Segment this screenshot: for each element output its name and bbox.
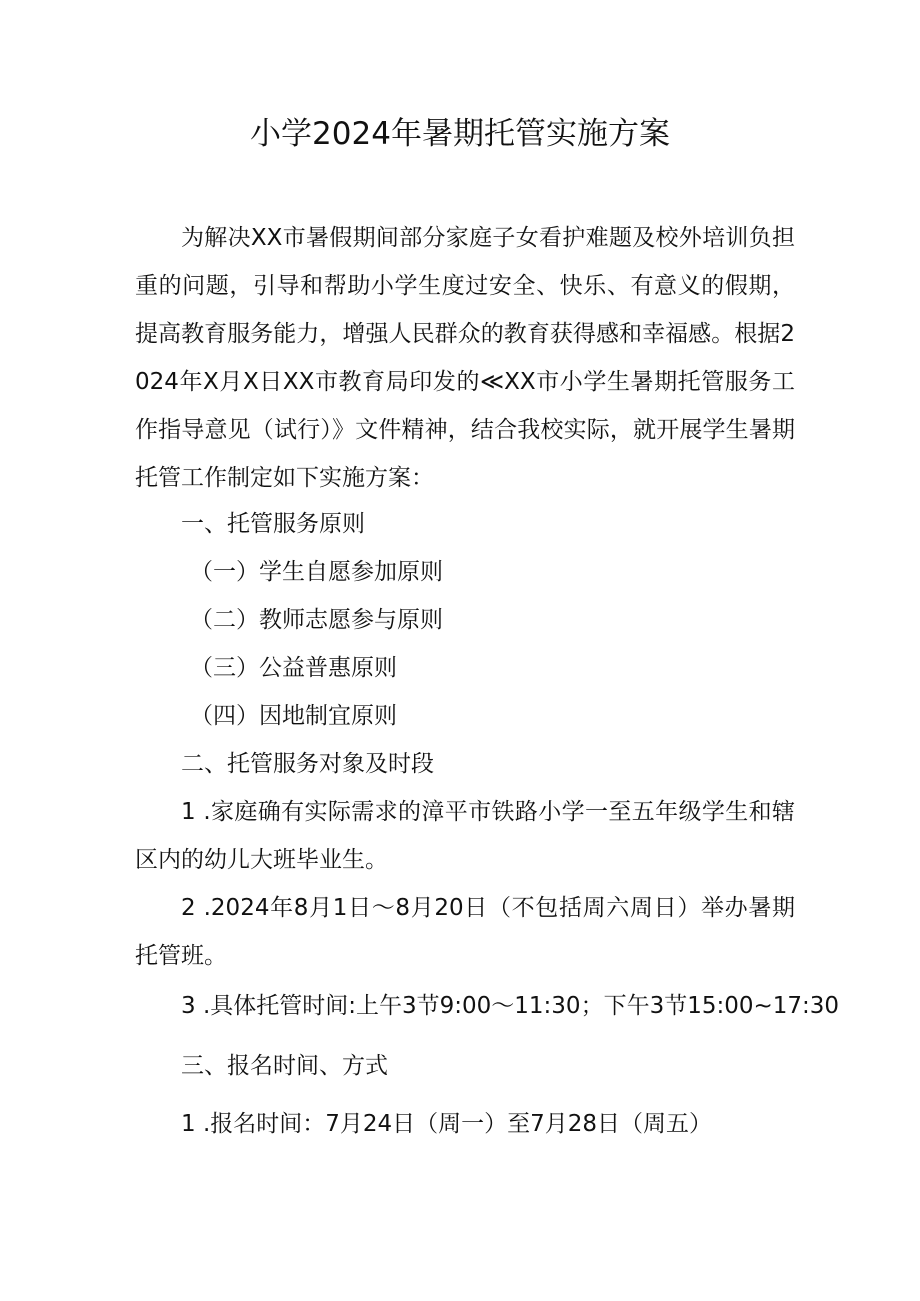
principle-item: （四）因地制宜原则: [190, 703, 397, 729]
section-heading-targets-period: 二、托管服务对象及时段: [181, 751, 434, 777]
target-item: 1 .家庭确有实际需求的漳平市铁路小学一至五年级学生和辖区内的幼儿大班毕业生。: [135, 799, 795, 873]
schedule-item: 3 .具体托管时间:上午3节9:00〜11:30；下午3节15:00~17:30: [181, 993, 840, 1019]
principle-item: （二）教师志愿参与原则: [190, 607, 443, 633]
period-item: 2 .2024年8月1日〜8月20日（不包括周六周日）举办暑期托管班。: [135, 895, 795, 969]
principle-item: （一）学生自愿参加原则: [190, 559, 443, 585]
registration-time-item: 1 .报名时间：7月24日（周一）至7月28日（周五）: [181, 1111, 713, 1137]
section-heading-principles: 一、托管服务原则: [181, 511, 365, 537]
document-title: 小学2024年暑期托管实施方案: [250, 116, 670, 152]
principle-item: （三）公益普惠原则: [190, 655, 397, 681]
section-heading-registration: 三、报名时间、方式: [181, 1053, 388, 1079]
intro-paragraph: 为解决XX市暑假期间部分家庭子女看护难题及校外培训负担重的问题，引导和帮助小学生度过安全、快乐、有意义的假期，提高教育服务能力，增强人民群众的教育获得感和幸福感。根据2024年X月X日XX市教育局印发的≪XX市小学生暑期托管服务工作指导意见（试行）》文件精神，结合我校实际，就开展学生暑期托管工作制定如下实施方案：: [135, 225, 795, 491]
